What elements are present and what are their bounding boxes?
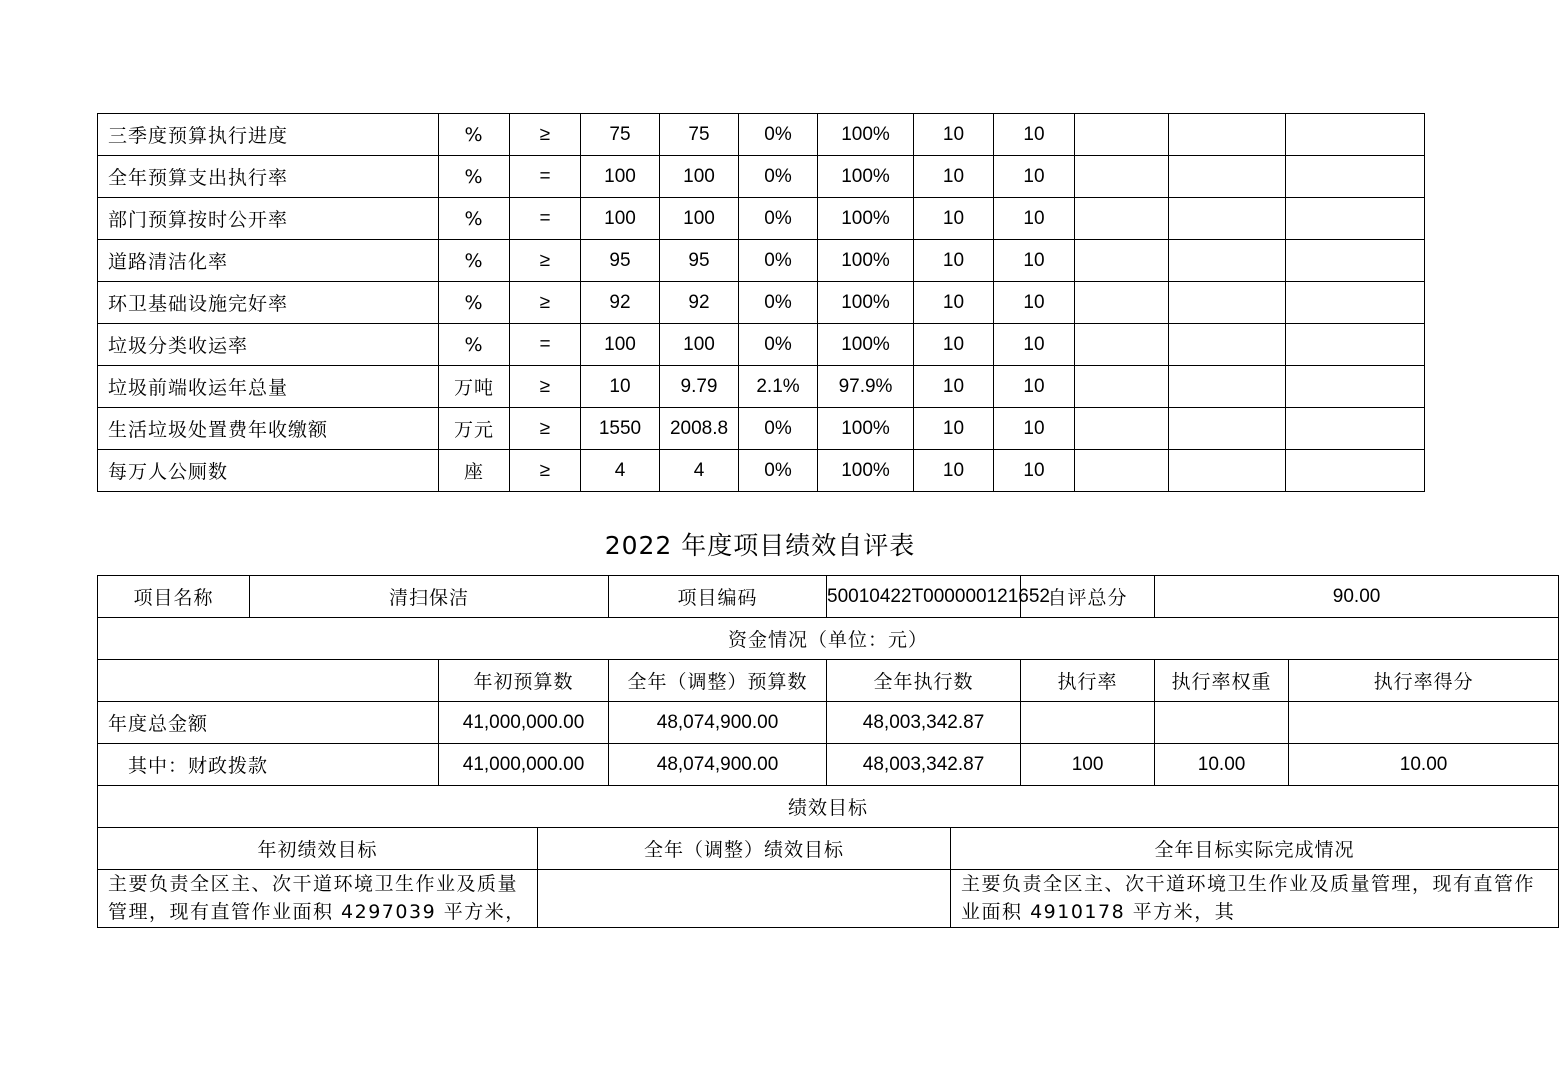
indicator-deviation: 0% [739,240,818,282]
indicator-row [98,114,1425,156]
indicator-blank-cell [1169,240,1286,282]
indicator-blank-cell [1075,198,1169,240]
indicator-blank-cell [1075,366,1169,408]
indicator-score: 10 [994,198,1075,240]
indicator-name: 环卫基础设施完好率 [98,282,439,324]
goals-content-row [98,870,1559,928]
indicator-row [98,324,1425,366]
indicator-blank-cell [1169,198,1286,240]
indicator-completion: 100% [818,198,914,240]
total-adjusted: 48,074,900.00 [609,702,827,744]
project-code-value: 50010422T000000121652 [827,576,1021,618]
indicator-actual: 4 [660,450,739,492]
indicator-unit: % [439,156,510,198]
indicator-weight: 10 [914,282,994,324]
indicator-weight: 10 [914,366,994,408]
indicator-actual: 92 [660,282,739,324]
indicator-blank-cell [1286,282,1425,324]
indicator-completion: 100% [818,282,914,324]
total-score [1289,702,1559,744]
goals-header-row [98,786,1559,828]
indicator-unit: % [439,240,510,282]
indicator-score: 10 [994,408,1075,450]
indicator-row [98,240,1425,282]
indicator-score: 10 [994,450,1075,492]
indicator-score: 10 [994,114,1075,156]
project-code-label: 项目编码 [609,576,827,618]
indicator-actual: 95 [660,240,739,282]
indicator-blank-cell [1169,282,1286,324]
indicator-target: 92 [581,282,660,324]
col-initial-budget: 年初预算数 [439,660,609,702]
funds-total-row [98,702,1559,744]
indicator-completion: 97.9% [818,366,914,408]
total-executed: 48,003,342.87 [827,702,1021,744]
indicator-completion: 100% [818,450,914,492]
indicator-weight: 10 [914,324,994,366]
indicator-completion: 100% [818,408,914,450]
project-name-label: 项目名称 [98,576,250,618]
indicator-deviation: 0% [739,156,818,198]
fiscal-rate: 100 [1021,744,1155,786]
indicator-op: ≥ [510,450,581,492]
indicator-deviation: 0% [739,408,818,450]
indicator-target: 75 [581,114,660,156]
indicator-op: = [510,324,581,366]
indicator-weight: 10 [914,408,994,450]
indicator-weight: 10 [914,450,994,492]
col-executed: 全年执行数 [827,660,1021,702]
indicator-unit: % [439,198,510,240]
indicator-blank-cell [1075,408,1169,450]
indicator-actual: 100 [660,198,739,240]
indicator-unit: 座 [439,450,510,492]
indicator-deviation: 0% [739,114,818,156]
total-initial: 41,000,000.00 [439,702,609,744]
indicator-name: 部门预算按时公开率 [98,198,439,240]
total-weight [1155,702,1289,744]
col-actual-completion: 全年目标实际完成情况 [951,828,1559,870]
fiscal-adjusted: 48,074,900.00 [609,744,827,786]
indicator-name: 道路清洁化率 [98,240,439,282]
indicator-table [97,113,1425,492]
indicator-weight: 10 [914,114,994,156]
total-label: 年度总金额 [98,702,439,744]
indicator-blank-cell [1169,324,1286,366]
goals-header: 绩效目标 [98,786,1559,828]
indicator-actual: 9.79 [660,366,739,408]
indicator-blank-cell [1075,324,1169,366]
indicator-blank-cell [1286,408,1425,450]
indicator-row [98,408,1425,450]
indicator-blank-cell [1075,240,1169,282]
col-exec-weight: 执行率权重 [1155,660,1289,702]
col-exec-score: 执行率得分 [1289,660,1559,702]
self-score-value: 90.00 [1155,576,1559,618]
indicator-blank-cell [1169,156,1286,198]
indicator-blank-cell [1169,450,1286,492]
indicator-actual: 2008.8 [660,408,739,450]
indicator-blank-cell [1286,198,1425,240]
indicator-unit: 万元 [439,408,510,450]
indicator-blank-cell [1286,240,1425,282]
indicator-blank-cell [1075,156,1169,198]
indicator-weight: 10 [914,240,994,282]
funds-fiscal-row [98,744,1559,786]
indicator-score: 10 [994,282,1075,324]
col-adjusted-budget: 全年（调整）预算数 [609,660,827,702]
indicator-op: ≥ [510,240,581,282]
adjusted-goal-text [538,870,951,928]
indicator-name: 全年预算支出执行率 [98,156,439,198]
indicator-target: 4 [581,450,660,492]
indicator-deviation: 2.1% [739,366,818,408]
col-initial-goal: 年初绩效目标 [98,828,538,870]
indicator-target: 100 [581,324,660,366]
fiscal-executed: 48,003,342.87 [827,744,1021,786]
indicator-target: 95 [581,240,660,282]
indicator-actual: 100 [660,324,739,366]
actual-completion-text: 主要负责全区主、次干道环境卫生作业及质量管理，现有直管作业面积 4910178 平方米，其 [951,870,1559,928]
indicator-unit: % [439,114,510,156]
indicator-actual: 75 [660,114,739,156]
indicator-actual: 100 [660,156,739,198]
self-score-label: 自评总分 [1021,576,1155,618]
indicator-blank-cell [1075,282,1169,324]
funds-blank-cell [98,660,439,702]
indicator-name: 每万人公厕数 [98,450,439,492]
indicator-completion: 100% [818,114,914,156]
col-adjusted-goal: 全年（调整）绩效目标 [538,828,951,870]
indicator-completion: 100% [818,240,914,282]
fiscal-weight: 10.00 [1155,744,1289,786]
indicator-blank-cell [1169,408,1286,450]
initial-goal-text: 主要负责全区主、次干道环境卫生作业及质量管理，现有直管作业面积 4297039 平方米， [98,870,538,928]
indicator-row [98,156,1425,198]
indicator-score: 10 [994,324,1075,366]
indicator-blank-cell [1075,450,1169,492]
indicator-target: 100 [581,156,660,198]
funds-header-row [98,618,1559,660]
indicator-row [98,282,1425,324]
indicator-target: 10 [581,366,660,408]
project-info-row [98,576,1559,618]
self-evaluation-table [97,575,1559,928]
indicator-name: 垃圾前端收运年总量 [98,366,439,408]
indicator-op: ≥ [510,282,581,324]
indicator-score: 10 [994,240,1075,282]
indicator-weight: 10 [914,156,994,198]
indicator-unit: % [439,282,510,324]
indicator-row [98,198,1425,240]
indicator-op: = [510,198,581,240]
indicator-name: 生活垃圾处置费年收缴额 [98,408,439,450]
indicator-blank-cell [1169,366,1286,408]
indicator-score: 10 [994,156,1075,198]
indicator-blank-cell [1286,156,1425,198]
total-rate [1021,702,1155,744]
indicator-blank-cell [1286,114,1425,156]
indicator-unit: 万吨 [439,366,510,408]
indicator-blank-cell [1075,114,1169,156]
fiscal-score: 10.00 [1289,744,1559,786]
goals-columns-row [98,828,1559,870]
indicator-op: ≥ [510,408,581,450]
indicator-score: 10 [994,366,1075,408]
project-name-value: 清扫保洁 [250,576,609,618]
indicator-deviation: 0% [739,198,818,240]
indicator-deviation: 0% [739,282,818,324]
indicator-row [98,366,1425,408]
indicator-completion: 100% [818,156,914,198]
indicator-deviation: 0% [739,324,818,366]
indicator-op: ≥ [510,114,581,156]
indicator-target: 100 [581,198,660,240]
indicator-unit: % [439,324,510,366]
indicator-name: 三季度预算执行进度 [98,114,439,156]
indicator-name: 垃圾分类收运率 [98,324,439,366]
indicator-blank-cell [1286,324,1425,366]
col-exec-rate: 执行率 [1021,660,1155,702]
indicator-row [98,450,1425,492]
indicator-deviation: 0% [739,450,818,492]
indicator-target: 1550 [581,408,660,450]
indicator-weight: 10 [914,198,994,240]
fiscal-initial: 41,000,000.00 [439,744,609,786]
indicator-completion: 100% [818,324,914,366]
funds-columns-row [98,660,1559,702]
indicator-blank-cell [1286,366,1425,408]
indicator-blank-cell [1169,114,1286,156]
indicator-op: ≥ [510,366,581,408]
funds-header: 资金情况（单位：元） [98,618,1559,660]
indicator-op: = [510,156,581,198]
fiscal-label: 其中：财政拨款 [98,744,439,786]
page-title: 2022 年度项目绩效自评表 [604,531,916,560]
indicator-blank-cell [1286,450,1425,492]
